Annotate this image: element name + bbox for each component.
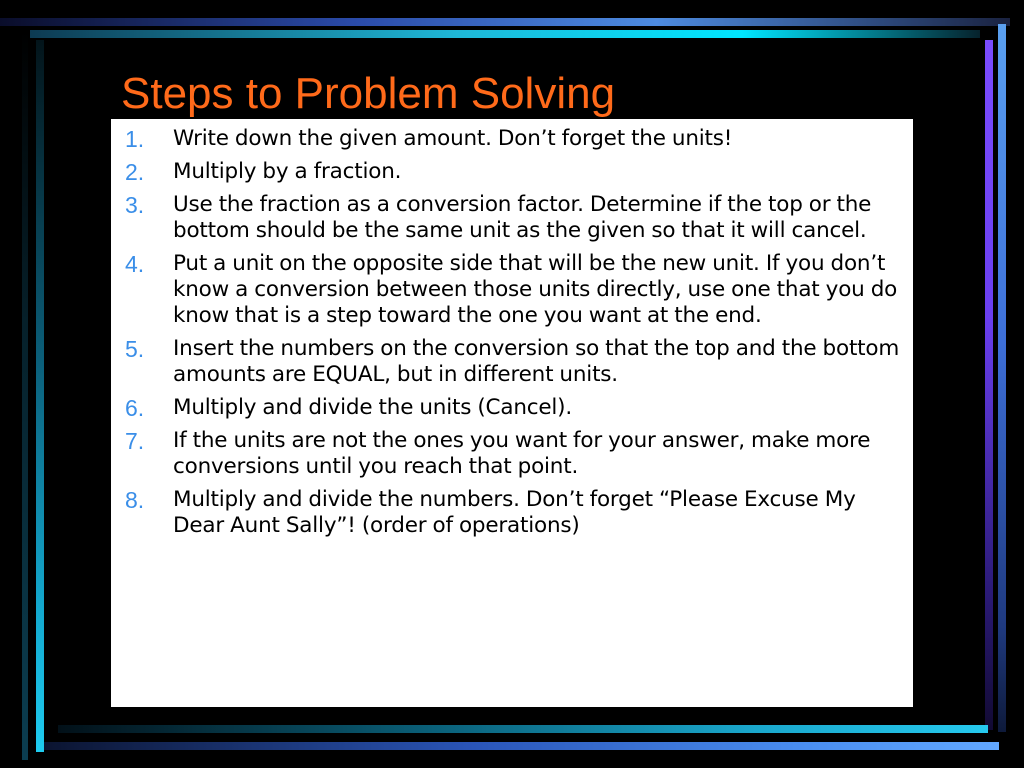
step-text: Multiply and divide the numbers. Don’t forget “Please Excuse My Dear Aunt Sally”! (order of operations): [173, 487, 856, 538]
decorative-bar-top: [0, 18, 1010, 26]
step-text: Put a unit on the opposite side that will be the new unit. If you don’t know a conversion between those units directly, use one that you do know that is a step toward the one you want at the end.: [173, 251, 898, 328]
decorative-bar-bottom-inner: [58, 725, 988, 733]
step-item: [125, 126, 901, 152]
step-number: 2.: [125, 159, 145, 185]
step-item: [125, 428, 901, 480]
step-number: 1.: [125, 126, 145, 152]
slide-title: Steps to Problem Solving: [121, 69, 616, 118]
decorative-bar-left: [22, 30, 28, 760]
decorative-bar-bottom: [44, 742, 999, 750]
step-text: If the units are not the ones you want for your answer, make more conversions until you reach that point.: [173, 428, 871, 479]
step-item: [125, 336, 901, 388]
step-item: [125, 251, 901, 329]
content-box: [111, 119, 913, 707]
step-item: [125, 487, 901, 539]
step-item: [125, 192, 901, 244]
step-number: 8.: [125, 487, 145, 513]
steps-list: [125, 126, 901, 539]
decorative-bar-top-inner: [30, 30, 980, 38]
decorative-bar-right-inner: [985, 40, 993, 730]
step-number: 7.: [125, 428, 145, 454]
step-text: Use the fraction as a conversion factor. Determine if the top or the bottom should be the same unit as the given so that it will cancel.: [173, 192, 872, 243]
step-text: Multiply by a fraction.: [173, 159, 402, 184]
decorative-bar-left-inner: [36, 40, 44, 752]
step-text: Insert the numbers on the conversion so that the top and the bottom amounts are EQUAL, but in different units.: [173, 336, 900, 387]
step-item: [125, 395, 901, 421]
step-number: 3.: [125, 192, 145, 218]
decorative-bar-right: [998, 24, 1006, 732]
step-text: Write down the given amount. Don’t forget the units!: [173, 126, 733, 151]
step-number: 4.: [125, 251, 145, 277]
step-number: 6.: [125, 395, 145, 421]
step-text: Multiply and divide the units (Cancel).: [173, 395, 572, 420]
step-item: [125, 159, 901, 185]
step-number: 5.: [125, 336, 145, 362]
